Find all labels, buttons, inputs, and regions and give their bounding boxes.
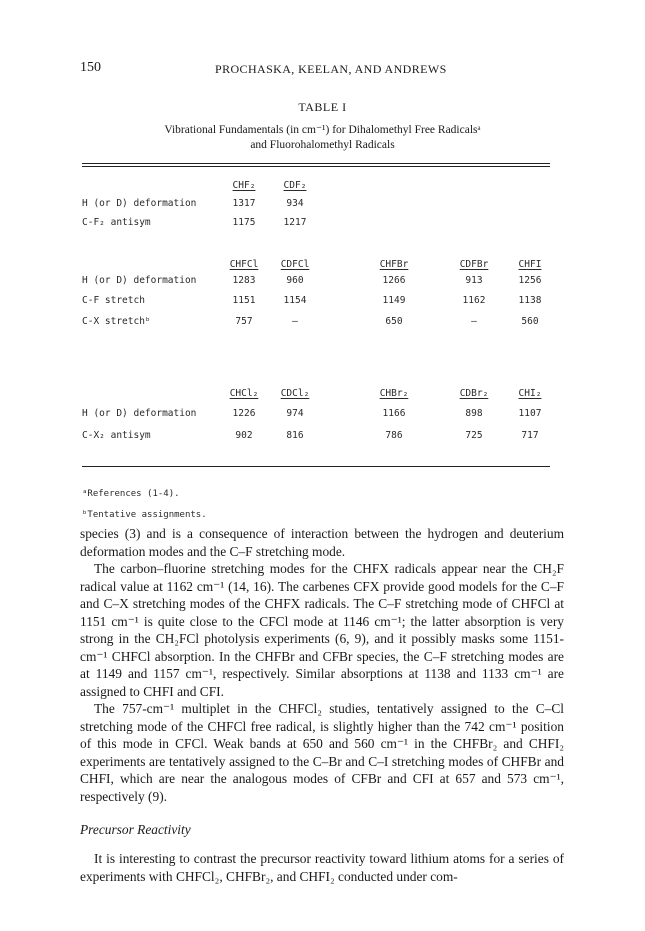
- table-caption-line-2: and Fluorohalomethyl Radicals: [250, 139, 395, 151]
- table-cell: 1217: [283, 217, 307, 228]
- column-header: CDFCl: [280, 259, 310, 270]
- table-cell: 898: [465, 408, 483, 419]
- body-text-continued: [80, 850, 564, 885]
- table-cell: 1317: [232, 198, 256, 209]
- column-header: CDFBr: [459, 259, 489, 270]
- table-cell: 650: [385, 316, 403, 327]
- column-header: CDF₂: [283, 180, 307, 191]
- row-label: C-F₂ antisym: [82, 217, 151, 228]
- table-header-row: [82, 385, 550, 405]
- table-row: [82, 292, 550, 313]
- row-label: H (or D) deformation: [82, 198, 197, 209]
- table-caption: [0, 123, 645, 153]
- table-cell: 1149: [382, 295, 406, 306]
- table-group-fluorohalo: [82, 256, 550, 333]
- section-heading: Precursor Reactivity: [80, 822, 191, 837]
- row-label: C-X stretchᵇ: [82, 316, 151, 327]
- table-cell: 786: [385, 430, 403, 441]
- table-bottom-rule: [82, 466, 550, 467]
- column-header: CHFBr: [379, 259, 409, 270]
- table-row: [82, 427, 550, 447]
- table-header-row: [82, 256, 550, 272]
- row-label: C-F stretch: [82, 295, 145, 306]
- table-top-rule: [82, 163, 550, 164]
- table-cell: –: [292, 316, 298, 327]
- table-cell: –: [471, 316, 477, 327]
- table-cell: 816: [286, 430, 304, 441]
- table-group-difluoro: [82, 177, 550, 234]
- table-cell: 1154: [283, 295, 307, 306]
- table-cell: 1283: [232, 275, 256, 286]
- footnote-a: ᵃReferences (1-4).: [82, 489, 180, 499]
- table-row: [82, 272, 550, 292]
- paragraph: The 757-cm⁻¹ multiplet in the CHFCl₂ studies, tentatively assigned to the C–Cl stretching mode of the CHFCl free radical, is slightly higher than the 742 cm⁻¹ position of this mode in CFCl. Weak bands at 650 and 560 cm⁻¹ in the CHFBr₂ and CHFI₂ experiments are tentatively assigned to the C–Br and C–I stretching modes of CHFBr and CHFI, which are near the analogous modes of CFBr and CFI at 657 and 573 cm⁻¹, respectively (9).: [80, 701, 564, 804]
- table-cell: 1175: [232, 217, 256, 228]
- row-label: C-X₂ antisym: [82, 430, 151, 441]
- table-cell: 960: [286, 275, 304, 286]
- table-cell: 934: [286, 198, 304, 209]
- table-row: [82, 405, 550, 427]
- table-cell: 1151: [232, 295, 256, 306]
- table-row: [82, 195, 550, 214]
- paragraph: The carbon–fluorine stretching modes for the CHFX radicals appear near the CH₂F radical value at 1162 cm⁻¹ (14, 16). The carbenes CFX provide good models for the C–F and C–X stretching modes of the CHFX radicals. The C–F stretching mode of CHFCl at 1151 cm⁻¹ is quite close to the CFCl mode at 1146 cm⁻¹; the latter absorption is very strong in the CH₂FCl photolysis experiments (6, 9), and it possibly masks some 1151-cm⁻¹ CHFCl absorption. In the CHFBr and CFBr species, the C–F stretching modes are at 1149 and 1157 cm⁻¹, respectively. Similar absorptions at 1138 and 1133 cm⁻¹ are assigned to CHFI and CFI.: [80, 561, 564, 699]
- column-header: CHCl₂: [229, 388, 259, 399]
- row-label: H (or D) deformation: [82, 408, 197, 419]
- table-cell: 902: [235, 430, 253, 441]
- column-header: CHFI: [518, 259, 542, 270]
- column-header: CDCl₂: [280, 388, 310, 399]
- table-cell: 560: [521, 316, 539, 327]
- column-header: CHF₂: [232, 180, 256, 191]
- table-top-rule-double: [82, 166, 550, 167]
- paragraph: species (3) and is a consequence of interaction between the hydrogen and deuterium deformation modes and the C–F stretching mode.: [80, 526, 564, 559]
- column-header: CHFCl: [229, 259, 259, 270]
- footnote-b: ᵇTentative assignments.: [82, 510, 207, 520]
- table-cell: 757: [235, 316, 253, 327]
- table-row: [82, 313, 550, 333]
- table-cell: 1107: [518, 408, 542, 419]
- table-header-row: [82, 177, 550, 195]
- table-title: TABLE I: [298, 100, 347, 114]
- table-cell: 1226: [232, 408, 256, 419]
- page-number: 150: [80, 60, 101, 75]
- running-head: PROCHASKA, KEELAN, AND ANDREWS: [215, 62, 447, 76]
- table-cell: 913: [465, 275, 483, 286]
- body-text: [80, 525, 564, 805]
- table-cell: 717: [521, 430, 539, 441]
- table-cell: 1166: [382, 408, 406, 419]
- table-cell: 1162: [462, 295, 486, 306]
- paragraph: It is interesting to contrast the precursor reactivity toward lithium atoms for a series of experiments with CHFCl₂, CHFBr₂, and CHFI₂ conducted under com-: [80, 851, 564, 884]
- table-cell: 725: [465, 430, 483, 441]
- table-cell: 1266: [382, 275, 406, 286]
- column-header: CHBr₂: [379, 388, 409, 399]
- column-header: CDBr₂: [459, 388, 489, 399]
- table-group-dihalo: [82, 385, 550, 447]
- column-header: CHI₂: [518, 388, 542, 399]
- table-cell: 1138: [518, 295, 542, 306]
- table-row: [82, 214, 550, 234]
- table-cell: 974: [286, 408, 304, 419]
- table-caption-line-1: Vibrational Fundamentals (in cm⁻¹) for Dihalomethyl Free Radicalsᵃ: [164, 124, 481, 136]
- row-label: H (or D) deformation: [82, 275, 197, 286]
- table-cell: 1256: [518, 275, 542, 286]
